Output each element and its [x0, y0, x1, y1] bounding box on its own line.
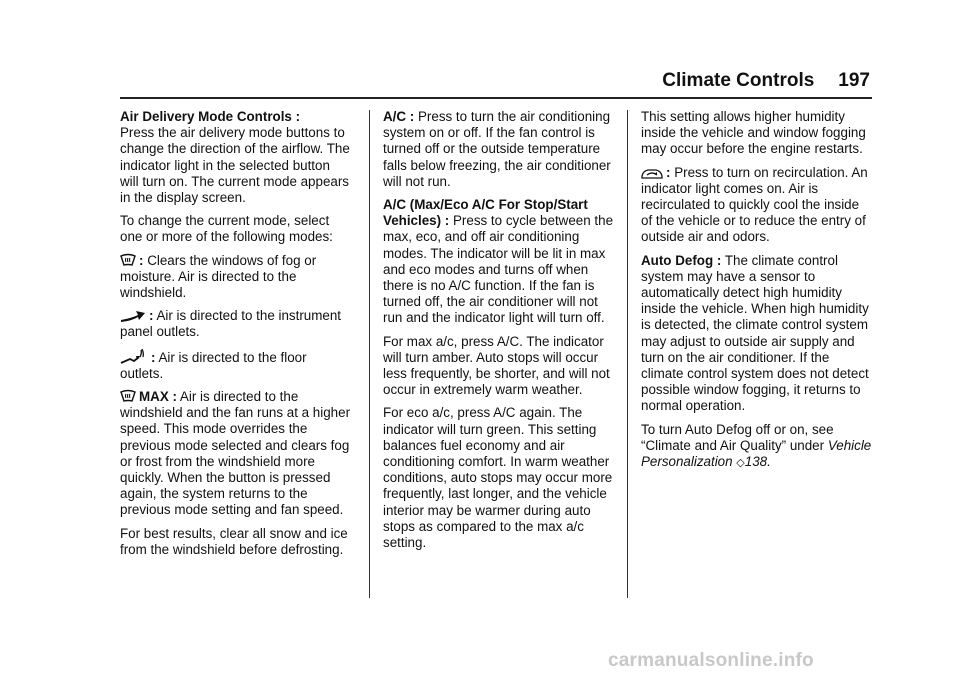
- defog-paragraph: [120, 253, 352, 302]
- page-header: [620, 70, 870, 92]
- auto-defog-paragraph: [641, 253, 873, 415]
- floor-paragraph: [120, 348, 352, 382]
- vehicle-personalization-link[interactable]: Vehicle Personalization: [641, 437, 872, 470]
- header-rule: [120, 97, 872, 99]
- column-divider-2: [627, 110, 628, 598]
- column-divider-1: [369, 110, 370, 598]
- eco-ac-paragraph: For eco a/c, press A/C again. The indicator will turn green. This setting balances fuel economy and air conditioning comfort. In warm weather conditions, auto stops may occur more frequently, last longer, and the vehicle interior may be warmer during auto stops as compared to the max a/c setting.: [383, 405, 613, 551]
- column-1: [120, 109, 352, 565]
- page-number: 197: [838, 70, 870, 91]
- auto-defog-label: Auto Defog :: [641, 252, 722, 268]
- ac-stop-start-label: A/C (Max/Eco A/C For Stop/Start Vehicles) :: [383, 197, 588, 229]
- floor-vent-arrow-icon: [120, 348, 148, 365]
- max-defrost-icon: [120, 389, 136, 404]
- ac-stop-start-text: Press to cycle between the max, eco, and off air conditioning modes. The indicator will be lit in max and eco modes and turns off when there is no A/C function. If the fan is turned off, the air conditioner will not run and the indicator light will turn off.: [383, 213, 614, 326]
- ac-paragraph: [383, 109, 615, 190]
- defog-text: Clears the windows of fog or moisture. Air is directed to the windshield.: [120, 252, 317, 301]
- windshield-defrost-icon: [120, 253, 136, 268]
- turn-auto-defog-text: To turn Auto Defog off or on, see “Climate and Air Quality” under: [641, 421, 834, 453]
- recirculation-text: Press to turn on recirculation. An indicator light comes on. Air is recirculated to quickly cool the inside of the vehicle or to reduce the entry of outside air and odors.: [641, 164, 868, 245]
- recirculation-separator: :: [666, 164, 671, 180]
- change-mode-paragraph: To change the current mode, select one or more of the following modes:: [120, 213, 333, 245]
- defog-separator: :: [139, 252, 144, 268]
- best-results-paragraph: For best results, clear all snow and ice from the windshield before defrosting.: [120, 525, 348, 557]
- ac-text: Press to turn the air conditioning system on or off. If the fan control is turned off or the outside temperature falls below freezing, the air conditioner will not run.: [383, 109, 611, 189]
- auto-defog-text: The climate control system may have a sensor to automatically detect high humidity inside the vehicle. When high humidity is detected, the climate control system may adjust to outside air supply and turn on the air conditioner. If the climate control system does not detect possible window fogging, it returns to normal operation.: [641, 252, 869, 414]
- vent-separator: :: [149, 308, 154, 324]
- ac-label: A/C :: [383, 109, 415, 124]
- max-label: MAX :: [139, 389, 177, 405]
- max-text: Air is directed to the windshield and the fan runs at a higher speed. This mode overrides the previous mode selected and clears fog or frost from the windshield more quickly. When the button is pressed again, the system returns to the previous mode setting and fan speed.: [120, 389, 351, 518]
- floor-text: Air is directed to the floor outlets.: [120, 349, 307, 381]
- turn-auto-defog-paragraph: [641, 422, 873, 472]
- air-delivery-title: Air Delivery Mode Controls :: [120, 109, 301, 124]
- page-ref-arrow-icon: ◇: [736, 457, 745, 470]
- panel-vent-arrow-icon: [120, 309, 146, 323]
- vent-text: Air is directed to the instrument panel outlets.: [120, 308, 342, 340]
- ac-stop-start-paragraph: [383, 197, 615, 327]
- air-delivery-paragraph: [120, 109, 352, 206]
- vent-paragraph: [120, 308, 352, 340]
- column-2: [383, 109, 615, 558]
- recirculation-icon: [641, 167, 663, 180]
- section-title: Climate Controls: [662, 70, 815, 91]
- floor-separator: :: [151, 349, 156, 365]
- column-3: [641, 109, 873, 478]
- humidity-paragraph: This setting allows higher humidity inside the vehicle and window fogging may occur before the engine restarts.: [641, 109, 866, 157]
- air-delivery-body: Press the air delivery mode buttons to change the direction of the airflow. The indicator light in the selected button will turn on. The current mode appears in the display screen.: [120, 125, 350, 206]
- watermark: carmanualsonline.info: [608, 650, 814, 671]
- page-ref-number[interactable]: 138.: [744, 454, 771, 470]
- max-ac-paragraph: For max a/c, press A/C. The indicator will turn amber. Auto stops will occur less frequently, be shorter, and will not occur in extremely warm weather.: [383, 333, 610, 398]
- recirculation-paragraph: [641, 165, 873, 246]
- max-paragraph: [120, 389, 352, 519]
